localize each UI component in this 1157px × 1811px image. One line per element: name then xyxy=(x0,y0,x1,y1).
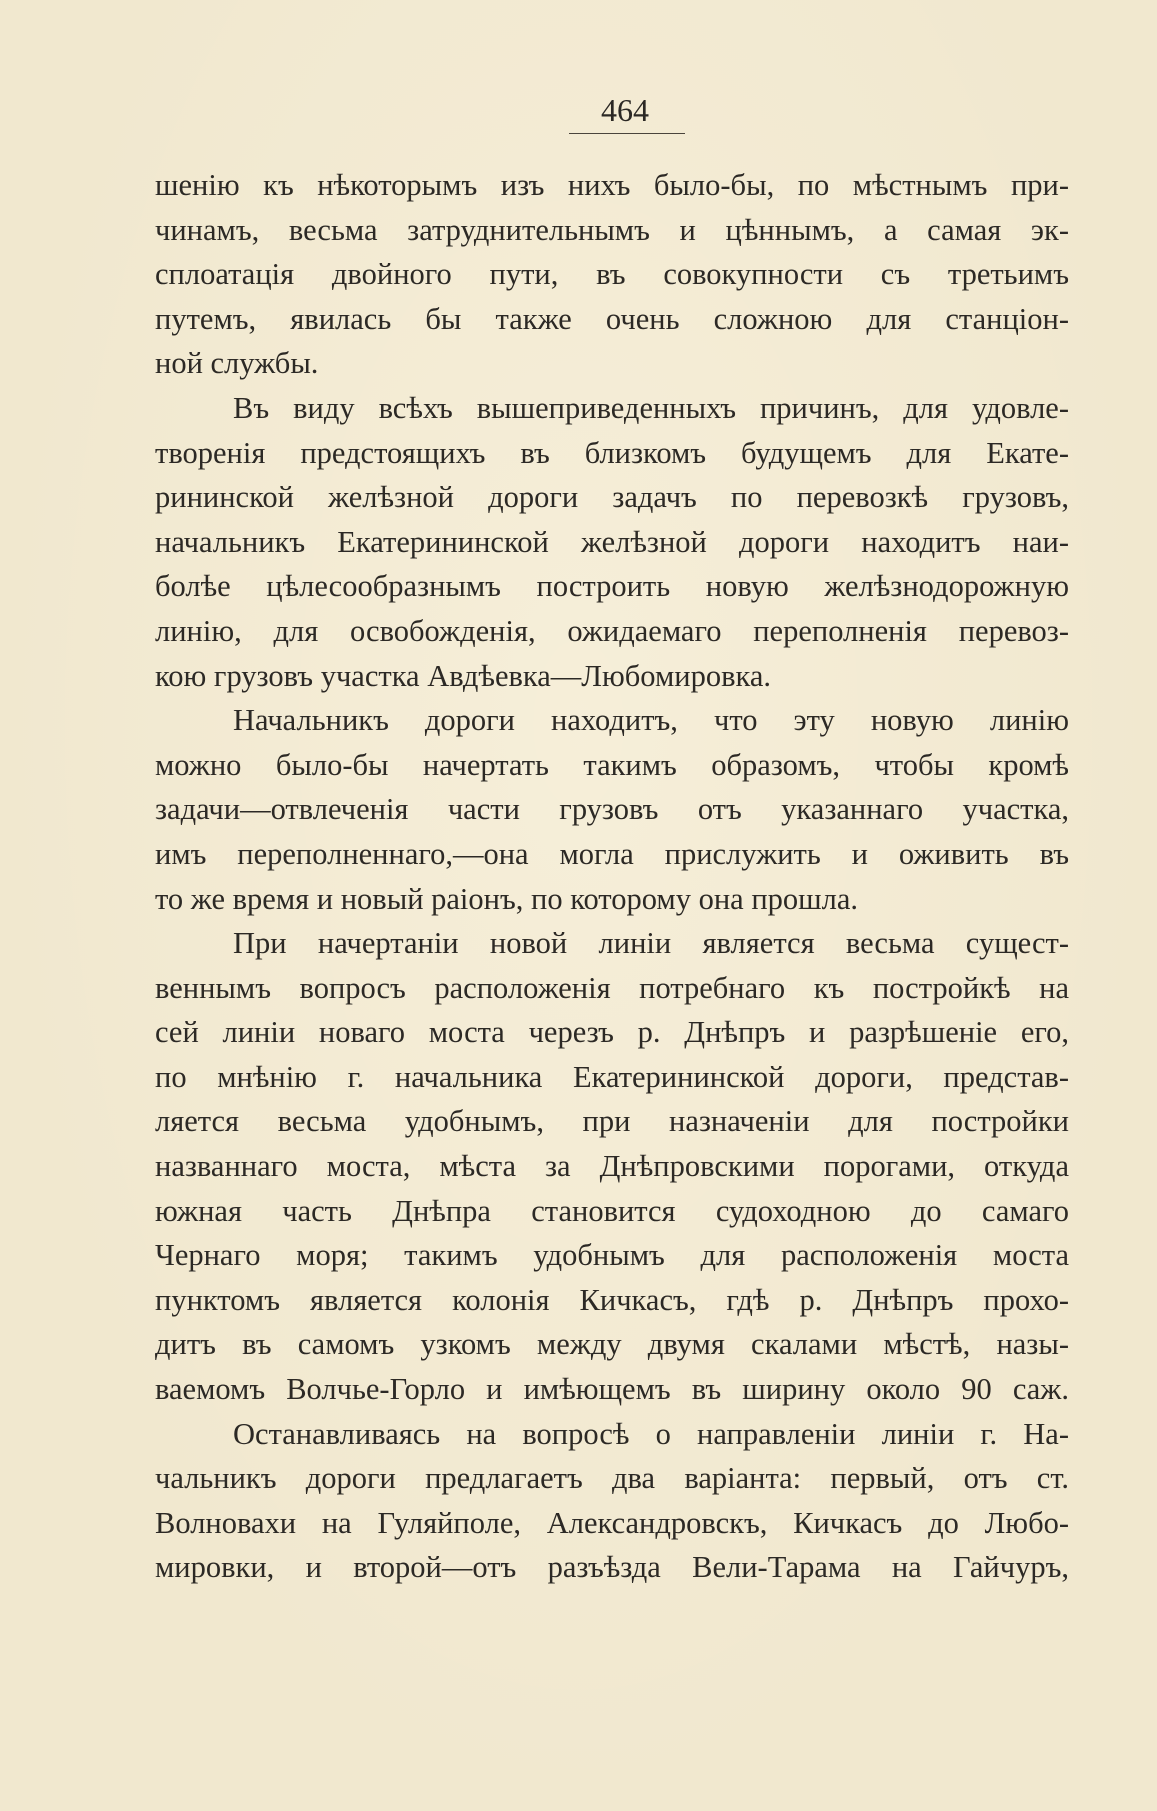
text-line: сей линіи новаго моста черезъ р. Днѣпръ и разрѣшеніе его, xyxy=(155,1015,1069,1050)
text-line: сплоатація двойного пути, въ совокупности съ третьимъ xyxy=(155,257,1069,292)
text-line: кою грузовъ участка Авдѣевка—Любомировка. xyxy=(155,658,771,693)
text-line: болѣе цѣлесообразнымъ построить новую желѣзнодорожную xyxy=(155,569,1069,604)
text-line: Волновахи на Гуляйполе, Александровскъ, Кичкасъ до Любо- xyxy=(155,1505,1069,1540)
text-line: южная часть Днѣпра становится судоходною до самаго xyxy=(155,1193,1069,1228)
text-line: веннымъ вопросъ расположенія потребнаго къ постройкѣ на xyxy=(155,970,1069,1005)
text-line: по мнѣнію г. начальника Екатерининской дороги, представ- xyxy=(155,1059,1069,1094)
text-line: можно было-бы начертать такимъ образомъ, чтобы кромѣ xyxy=(155,747,1069,782)
text-line: рининской желѣзной дороги задачъ по перевозкѣ грузовъ, xyxy=(155,480,1069,515)
page-body-text xyxy=(155,163,1069,1590)
text-line: пунктомъ является колонія Кичкасъ, гдѣ р. Днѣпръ прохо- xyxy=(155,1282,1069,1317)
text-line: путемъ, явилась бы также очень сложною для станціон- xyxy=(155,301,1069,336)
text-line: начальникъ Екатерининской желѣзной дороги находитъ наи- xyxy=(155,524,1069,559)
text-line: ваемомъ Волчье-Горло и имѣющемъ въ ширину около 90 саж. xyxy=(155,1372,1069,1407)
text-line: мировки, и второй—отъ разъѣзда Вели-Тарама на Гайчуръ, xyxy=(155,1550,1069,1585)
text-line: Чернаго моря; такимъ удобнымъ для расположенія моста xyxy=(155,1238,1069,1273)
text-line: шенію къ нѣкоторымъ изъ нихъ было-бы, по мѣстнымъ при- xyxy=(155,168,1069,202)
paragraph-first-line: Въ виду всѣхъ вышеприведенныхъ причинъ, для удовле- xyxy=(233,390,1069,425)
header-rule xyxy=(569,133,685,134)
text-line: ляется весьма удобнымъ, при назначеніи для постройки xyxy=(155,1104,1069,1139)
text-line: названнаго моста, мѣста за Днѣпровскими порогами, откуда xyxy=(155,1149,1069,1184)
text-line: линію, для освобожденія, ожидаемаго переполненія перевоз- xyxy=(155,613,1069,648)
text-line: ной службы. xyxy=(155,346,319,381)
text-line: то же время и новый раіонъ, по которому она прошла. xyxy=(155,881,859,916)
paragraph-first-line: При начертаніи новой линіи является весьма сущест- xyxy=(233,926,1069,961)
text-line: чальникъ дороги предлагаетъ два варіанта: первый, отъ ст. xyxy=(155,1461,1069,1496)
page-number: 464 xyxy=(601,92,649,128)
paragraph-first-line: Останавливаясь на вопросѣ о направленіи линіи г. На- xyxy=(233,1416,1069,1451)
paragraph-first-line: Начальникъ дороги находитъ, что эту новую линію xyxy=(233,703,1069,738)
text-line: имъ переполненнаго,—она могла прислужить и оживить въ xyxy=(155,836,1069,871)
text-line: творенія предстоящихъ въ близкомъ будущемъ для Екате- xyxy=(155,435,1069,470)
text-line: чинамъ, весьма затруднительнымъ и цѣннымъ, а самая эк- xyxy=(155,212,1069,247)
text-line: задачи—отвлеченія части грузовъ отъ указаннаго участка, xyxy=(155,792,1069,827)
text-line: дитъ въ самомъ узкомъ между двумя скалами мѣстѣ, назы- xyxy=(155,1327,1069,1362)
